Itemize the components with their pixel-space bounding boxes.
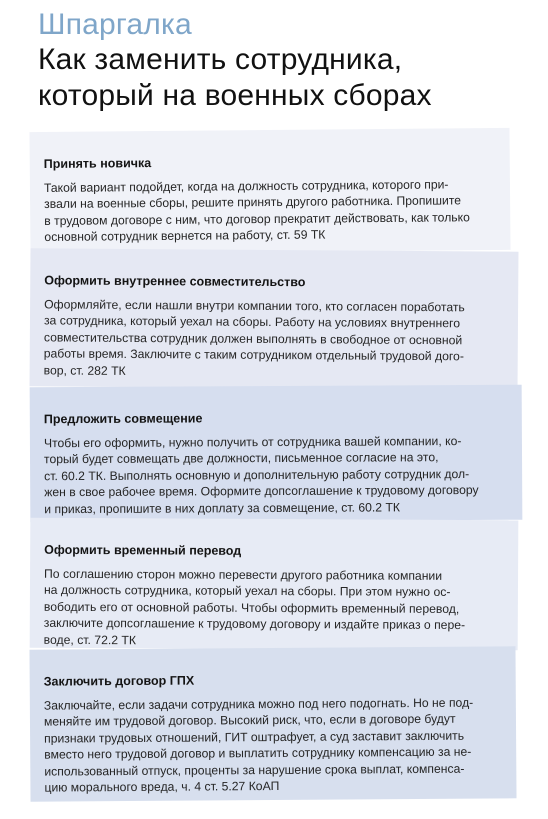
card-body [44,296,519,381]
card-body-line: вободить его от основной работы. Чтобы оформить временный перевод, [43,599,460,616]
card-body [44,694,517,796]
card-body-line: Такой вариант подойдет, когда на должность сотрудника, которого при- [43,177,449,195]
card-body-line: использованный отпуск, проценты за нарушение срока выплат, компенса- [44,761,465,779]
card-title: Заключить договор ГПХ [43,673,195,689]
card-body-line: Заключайте, если задачи сотрудника можно под него подогнать. Но не под- [43,695,474,713]
tip-card-combination [30,385,523,523]
card-body-line: за сотрудника, который уехал на сборы. Работу на условиях внутреннего [43,313,461,331]
tip-card-civil-contract [29,646,516,801]
page-title [38,42,538,114]
card-body-line: цию морального вреда, ч. 4 ст. 5.27 КоАП [44,778,280,795]
page-title-line: Как заменить сотрудника, [38,43,403,76]
card-body-line: вместо него трудовой договор и выплатить сотруднику компенсацию за не- [44,744,472,762]
card-body [44,433,522,518]
card-body-line: звали на военные сборы, решите принять другого работника. Пропишите [44,193,462,212]
card-body-line: вор, ст. 282 ТК [43,363,126,378]
card-body-line: основной сотрудник вернется на работу, ст. 59 ТК [44,227,326,245]
card-title: Предложить совмещение [43,411,203,427]
tip-card-internal-part-time [30,248,519,389]
card-body-line: на должность сотрудника, который уехал на сборы. При этом нужно ос- [43,583,451,600]
card-body-line: работы время. Заключите с таким сотрудником отдельный трудовой дого- [43,346,464,364]
card-title: Оформить временный перевод [44,542,242,558]
card-body-line: в трудовом договоре с ним, что договор прекратит действовать, как только [44,210,470,228]
card-body-line: ст. 60.2 ТК. Выполнять основную и дополнительную работу сотрудник дол- [44,466,470,484]
card-body-line: признаки трудовых отношений, ГИТ оштрафует, а суд заставит заключить [44,728,465,746]
card-body-line: и приказ, пропишите в них доплату за совмещение, ст. 60.2 ТК [44,499,401,516]
card-body-line: меняйте им трудовой договор. Высокий риск, что, если в договоре будут [43,712,456,730]
tip-card-temporary-transfer [30,518,519,651]
card-body-line: совместительства сотрудник должен выполнять в свободное от основной [43,330,463,348]
card-body [44,566,518,651]
card-title: Оформить внутреннее совместительство [44,273,306,290]
card-body-line: По соглашению сторон можно перевести другого работника компании [44,566,443,583]
card-body-line: Оформляйте, если нашли внутри компании того, кто согласен поработать [44,297,465,315]
page-title-line: который на военных сборах [38,79,432,112]
card-body-line: заключите допсоглашение к трудовому договору и издайте приказ о пере- [43,616,466,633]
card-body [44,176,511,246]
card-body-line: Чтобы его оформить, нужно получить от сотрудника вашей компании, ко- [43,434,462,451]
tip-card-new-hire [29,128,510,254]
kicker-label: Шпаргалка [38,8,192,41]
card-body-line: жен в свое рабочее время. Оформите допсоглашение к трудовому договору [44,483,479,500]
card-body-line: торый будет совмещать две должности, письменное согласие на это, [43,450,439,467]
card-body-line: воде, ст. 72.2 ТК [43,632,137,647]
card-title: Принять новичка [43,156,152,171]
